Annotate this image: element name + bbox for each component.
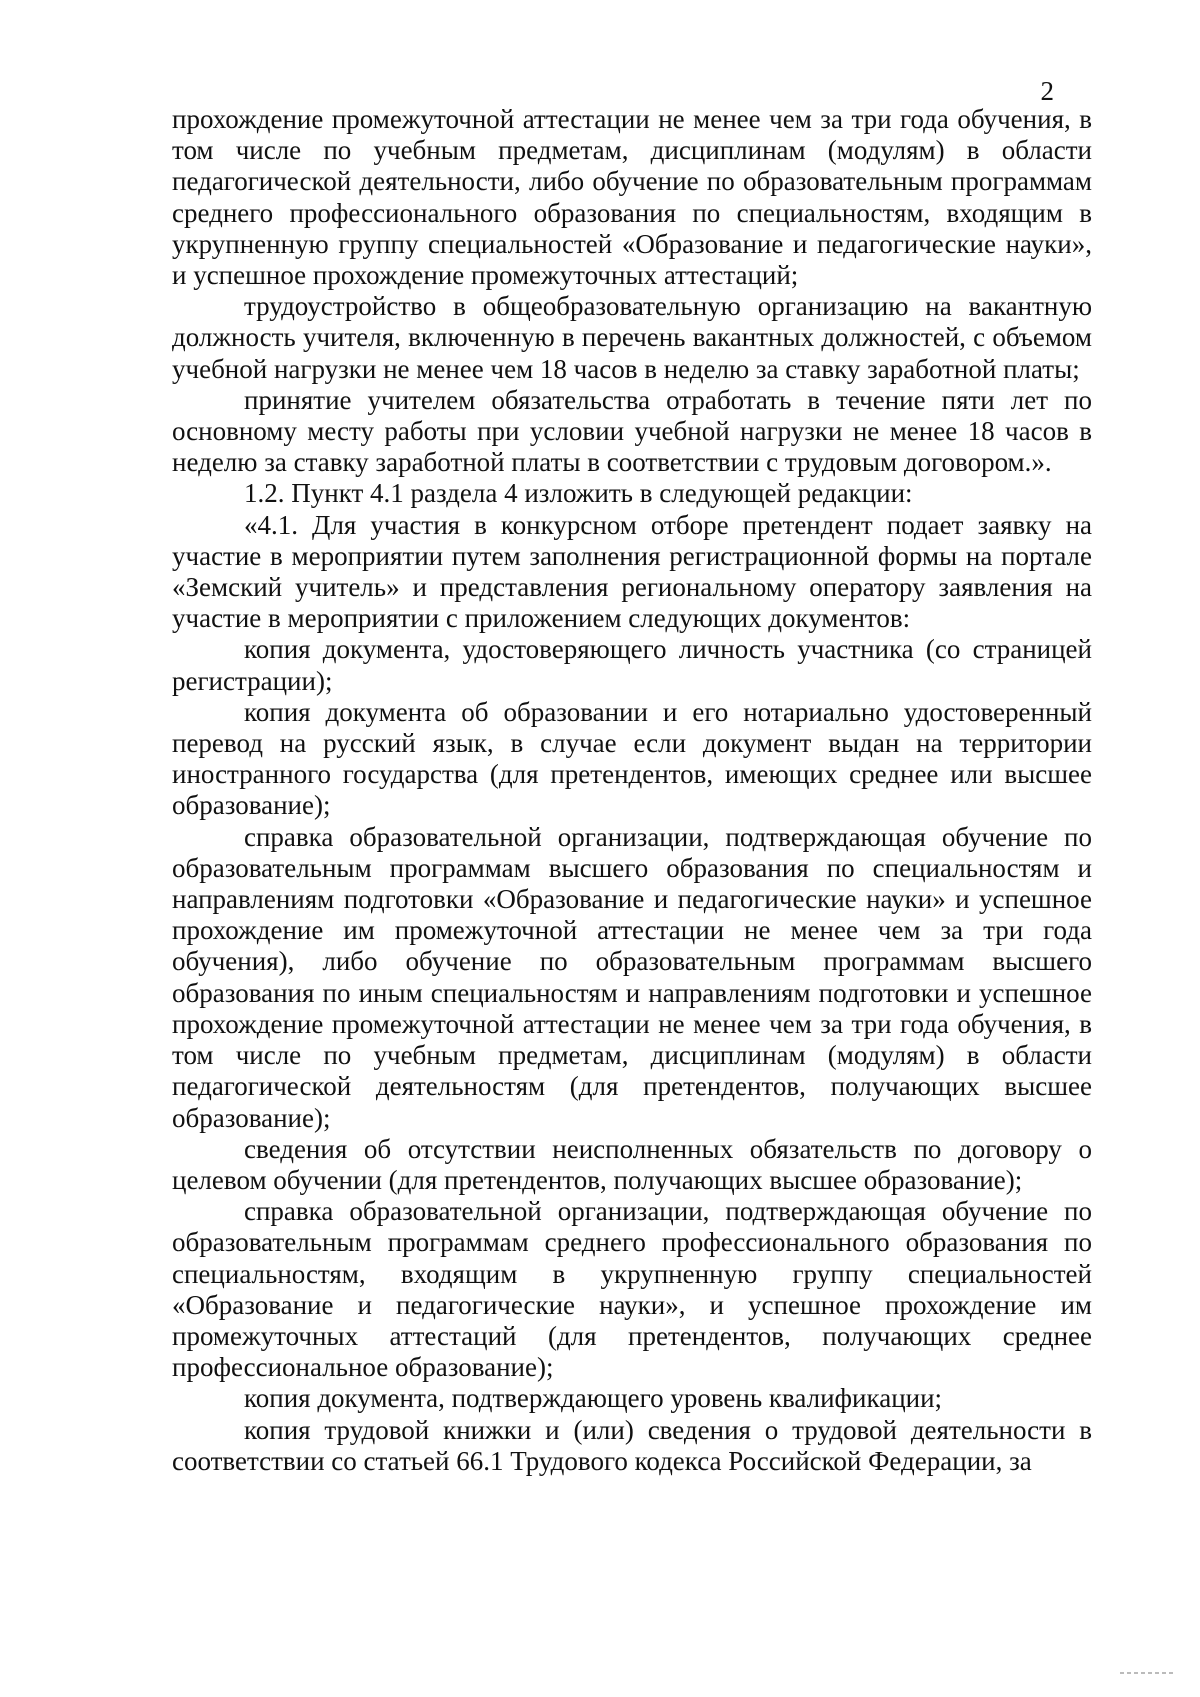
paragraph-continuation: прохождение промежуточной аттестации не менее чем за три года обучения, в том числе по учебным предметам, дисциплинам (модулям) в области педагогической деятельности, либо обучение по образовательным программам среднего профессионального образования по специальностям, входящим в укрупненную группу специальностей «Образование и педагогические науки», и успешное прохождение промежуточных аттестаций; (172, 104, 1092, 291)
paragraph-obligation: принятие учителем обязательства отработать в течение пяти лет по основному месту работы при условии учебной нагрузки не менее 18 часов в неделю за ставку заработной платы в соответствии с трудовым договором.». (172, 384, 1092, 478)
paragraph-clause-4-1: «4.1. Для участия в конкурсном отборе претендент подает заявку на участие в мероприятии путем заполнения регистрационной формы на портале «Земский учитель» и представления региональному оператору заявления на участие в мероприятии с приложением следующих документов: (172, 509, 1092, 634)
paragraph-qualification-document: копия документа, подтверждающего уровень квалификации; (244, 1383, 943, 1414)
paragraph-employment-record: копия трудовой книжки и (или) сведения о трудовой деятельности в соответствии со статьей 66.1 Трудового кодекса Российской Федерации, за (172, 1414, 1092, 1476)
paragraph-higher-education-certificate: справка образовательной организации, подтверждающая обучение по образовательным программам высшего образования по специальностям и направлениям подготовки «Образование и педагогические науки» и успешное прохождение им промежуточной аттестации не менее чем за три года обучения), либо обучение по образовательным программам высшего образования по иным специальностям и направлениям подготовки и успешное прохождение промежуточной аттестации не менее чем за три года обучения, в том числе по учебным предметам, дисциплинам (модулям) в области педагогической деятельностям (для претендентов, получающих высшее образование); (172, 821, 1092, 1133)
page-number: 2 (1040, 76, 1054, 106)
paragraph-clause-1-2: 1.2. Пункт 4.1 раздела 4 изложить в следующей редакции: (244, 478, 913, 509)
scan-artifact (1120, 1672, 1175, 1674)
paragraph-vocational-certificate: справка образовательной организации, подтверждающая обучение по образовательным программам среднего профессионального образования по специальностям, входящим в укрупненную группу специальностей «Образование и педагогические науки», и успешное прохождение им промежуточных аттестаций (для претендентов, получающих среднее профессиональное образование); (172, 1196, 1092, 1383)
paragraph-target-training: сведения об отсутствии неисполненных обязательств по договору о целевом обучении (для претендентов, получающих высшее образование); (172, 1133, 1092, 1195)
paragraph-identity-document: копия документа, удостоверяющего личность участника (со страницей регистрации); (172, 634, 1092, 696)
paragraph-employment: трудоустройство в общеобразовательную организацию на вакантную должность учителя, включенную в перечень вакантных должностей, с объемом учебной нагрузки не менее чем 18 часов в неделю за ставку заработной платы; (172, 291, 1092, 384)
paragraph-education-document: копия документа об образовании и его нотариально удостоверенный перевод на русский язык, в случае если документ выдан на территории иностранного государства (для претендентов, имеющих среднее или высшее образование); (172, 696, 1092, 821)
document-body (172, 104, 1092, 1477)
